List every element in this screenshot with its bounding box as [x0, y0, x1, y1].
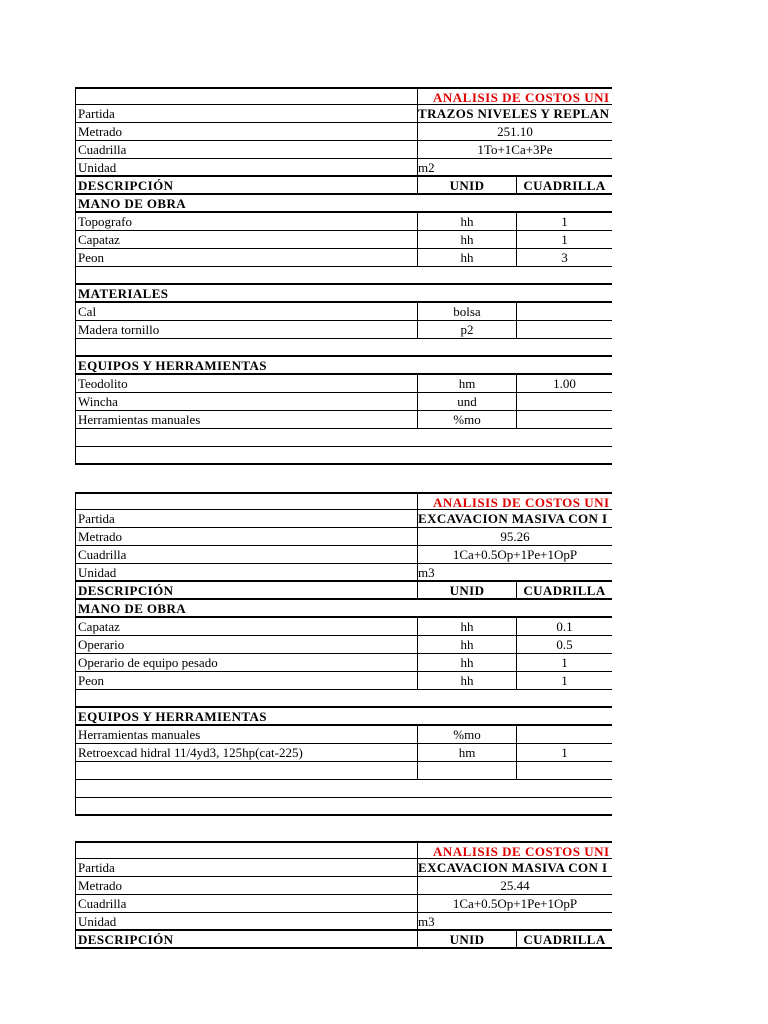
spacer-row	[75, 429, 612, 447]
unidad-value: m2	[417, 159, 612, 175]
row-desc: Capataz	[75, 231, 417, 248]
table-row	[75, 672, 612, 690]
unidad-row	[75, 159, 612, 177]
row-desc: Wincha	[75, 393, 417, 410]
column-header-row	[75, 931, 612, 949]
row-cuadrilla: 1	[516, 672, 612, 689]
row-cuadrilla: 1	[516, 231, 612, 248]
partida-value: TRAZOS NIVELES Y REPLAN	[417, 105, 612, 122]
cuadrilla-label: Cuadrilla	[75, 546, 417, 563]
table-row	[75, 249, 612, 267]
partida-label: Partida	[75, 859, 417, 876]
row-unid: hh	[417, 654, 516, 671]
row-unid: hh	[417, 249, 516, 266]
unidad-row	[75, 913, 612, 931]
column-header-row	[75, 177, 612, 195]
cuadrilla-label: Cuadrilla	[75, 895, 417, 912]
partida-label: Partida	[75, 510, 417, 527]
table-row	[75, 618, 612, 636]
spacer-row	[75, 339, 612, 357]
cost-analysis-table-2	[75, 492, 612, 816]
metrado-label: Metrado	[75, 528, 417, 545]
metrado-label: Metrado	[75, 123, 417, 140]
table-row	[75, 321, 612, 339]
group-header	[75, 357, 612, 375]
unidad-label: Unidad	[75, 913, 417, 929]
title-row	[75, 492, 612, 510]
group-name: MATERIALES	[75, 285, 612, 301]
table-row	[75, 393, 612, 411]
metrado-value: 95.26	[417, 528, 612, 545]
partida-label: Partida	[75, 105, 417, 122]
unidad-value: m3	[417, 564, 612, 580]
table-row	[75, 744, 612, 762]
col-descripcion: DESCRIPCIÓN	[75, 177, 417, 193]
row-desc: Peon	[75, 249, 417, 266]
table-row	[75, 411, 612, 429]
spacer-row	[75, 267, 612, 285]
row-cuadrilla: 1	[516, 654, 612, 671]
row-unid: hh	[417, 672, 516, 689]
row-unid: hh	[417, 231, 516, 248]
cost-analysis-table-3	[75, 841, 612, 949]
unidad-label: Unidad	[75, 159, 417, 175]
cuadrilla-row	[75, 141, 612, 159]
table-title: ANALISIS DE COSTOS UNI	[417, 89, 612, 104]
table-title: ANALISIS DE COSTOS UNI	[417, 494, 612, 509]
group-name: EQUIPOS Y HERRAMIENTAS	[75, 708, 612, 724]
group-header	[75, 708, 612, 726]
spacer-row	[75, 780, 612, 798]
row-cuadrilla: 0.1	[516, 618, 612, 635]
row-unid: hm	[417, 744, 516, 761]
partida-row	[75, 859, 612, 877]
table-row	[75, 654, 612, 672]
row-cuadrilla	[516, 411, 612, 428]
row-desc: Teodolito	[75, 375, 417, 392]
row-cuadrilla: 1	[516, 213, 612, 230]
col-cuadrilla: CUADRILLA	[516, 177, 612, 193]
group-name: MANO DE OBRA	[75, 195, 612, 211]
cuadrilla-label: Cuadrilla	[75, 141, 417, 158]
row-desc: Capataz	[75, 618, 417, 635]
row-cuadrilla: 1.00	[516, 375, 612, 392]
row-unid: bolsa	[417, 303, 516, 320]
metrado-value: 25.44	[417, 877, 612, 894]
metrado-row	[75, 123, 612, 141]
col-descripcion: DESCRIPCIÓN	[75, 582, 417, 598]
row-cuadrilla	[516, 303, 612, 320]
row-unid: hh	[417, 636, 516, 653]
metrado-row	[75, 528, 612, 546]
row-unid: hh	[417, 618, 516, 635]
row-desc: Cal	[75, 303, 417, 320]
unidad-row	[75, 564, 612, 582]
row-cuadrilla: 0.5	[516, 636, 612, 653]
spacer-row	[75, 798, 612, 816]
row-unid: %mo	[417, 411, 516, 428]
col-cuadrilla: CUADRILLA	[516, 931, 612, 947]
row-desc: Topografo	[75, 213, 417, 230]
partida-value: EXCAVACION MASIVA CON I	[417, 510, 612, 527]
row-desc: Retroexcad hidral 11/4yd3, 125hp(cat-225)	[75, 744, 417, 761]
table-row	[75, 636, 612, 654]
title-row	[75, 841, 612, 859]
group-header	[75, 195, 612, 213]
table-title: ANALISIS DE COSTOS UNI	[417, 843, 612, 858]
metrado-label: Metrado	[75, 877, 417, 894]
row-unid: %mo	[417, 726, 516, 743]
spacer-row	[75, 447, 612, 465]
cuadrilla-row	[75, 546, 612, 564]
table-row	[75, 726, 612, 744]
metrado-value: 251.10	[417, 123, 612, 140]
row-desc: Herramientas manuales	[75, 726, 417, 743]
row-cuadrilla: 3	[516, 249, 612, 266]
col-unid: UNID	[417, 582, 516, 598]
row-desc: Herramientas manuales	[75, 411, 417, 428]
group-name: EQUIPOS Y HERRAMIENTAS	[75, 357, 612, 373]
group-name: MANO DE OBRA	[75, 600, 612, 616]
partida-row	[75, 510, 612, 528]
col-cuadrilla: CUADRILLA	[516, 582, 612, 598]
cost-analysis-table-1	[75, 87, 612, 465]
cuadrilla-value: 1Ca+0.5Op+1Pe+1OpP	[417, 546, 612, 563]
row-unid: und	[417, 393, 516, 410]
row-desc: Operario de equipo pesado	[75, 654, 417, 671]
table-row	[75, 231, 612, 249]
unidad-value: m3	[417, 913, 612, 929]
col-unid: UNID	[417, 177, 516, 193]
partida-row	[75, 105, 612, 123]
group-header	[75, 600, 612, 618]
group-header	[75, 285, 612, 303]
row-desc: Peon	[75, 672, 417, 689]
unidad-label: Unidad	[75, 564, 417, 580]
row-desc: Madera tornillo	[75, 321, 417, 338]
row-cuadrilla	[516, 393, 612, 410]
row-desc: Operario	[75, 636, 417, 653]
col-unid: UNID	[417, 931, 516, 947]
table-row	[75, 303, 612, 321]
col-descripcion: DESCRIPCIÓN	[75, 931, 417, 947]
cuadrilla-value: 1Ca+0.5Op+1Pe+1OpP	[417, 895, 612, 912]
row-cuadrilla: 1	[516, 744, 612, 761]
table-row	[75, 375, 612, 393]
row-cuadrilla	[516, 726, 612, 743]
row-cuadrilla	[516, 321, 612, 338]
table-row	[75, 762, 612, 780]
row-unid: hm	[417, 375, 516, 392]
row-unid: p2	[417, 321, 516, 338]
spacer-row	[75, 690, 612, 708]
cuadrilla-value: 1To+1Ca+3Pe	[417, 141, 612, 158]
title-row	[75, 87, 612, 105]
table-row	[75, 213, 612, 231]
cuadrilla-row	[75, 895, 612, 913]
partida-value: EXCAVACION MASIVA CON I	[417, 859, 612, 876]
column-header-row	[75, 582, 612, 600]
row-unid: hh	[417, 213, 516, 230]
metrado-row	[75, 877, 612, 895]
